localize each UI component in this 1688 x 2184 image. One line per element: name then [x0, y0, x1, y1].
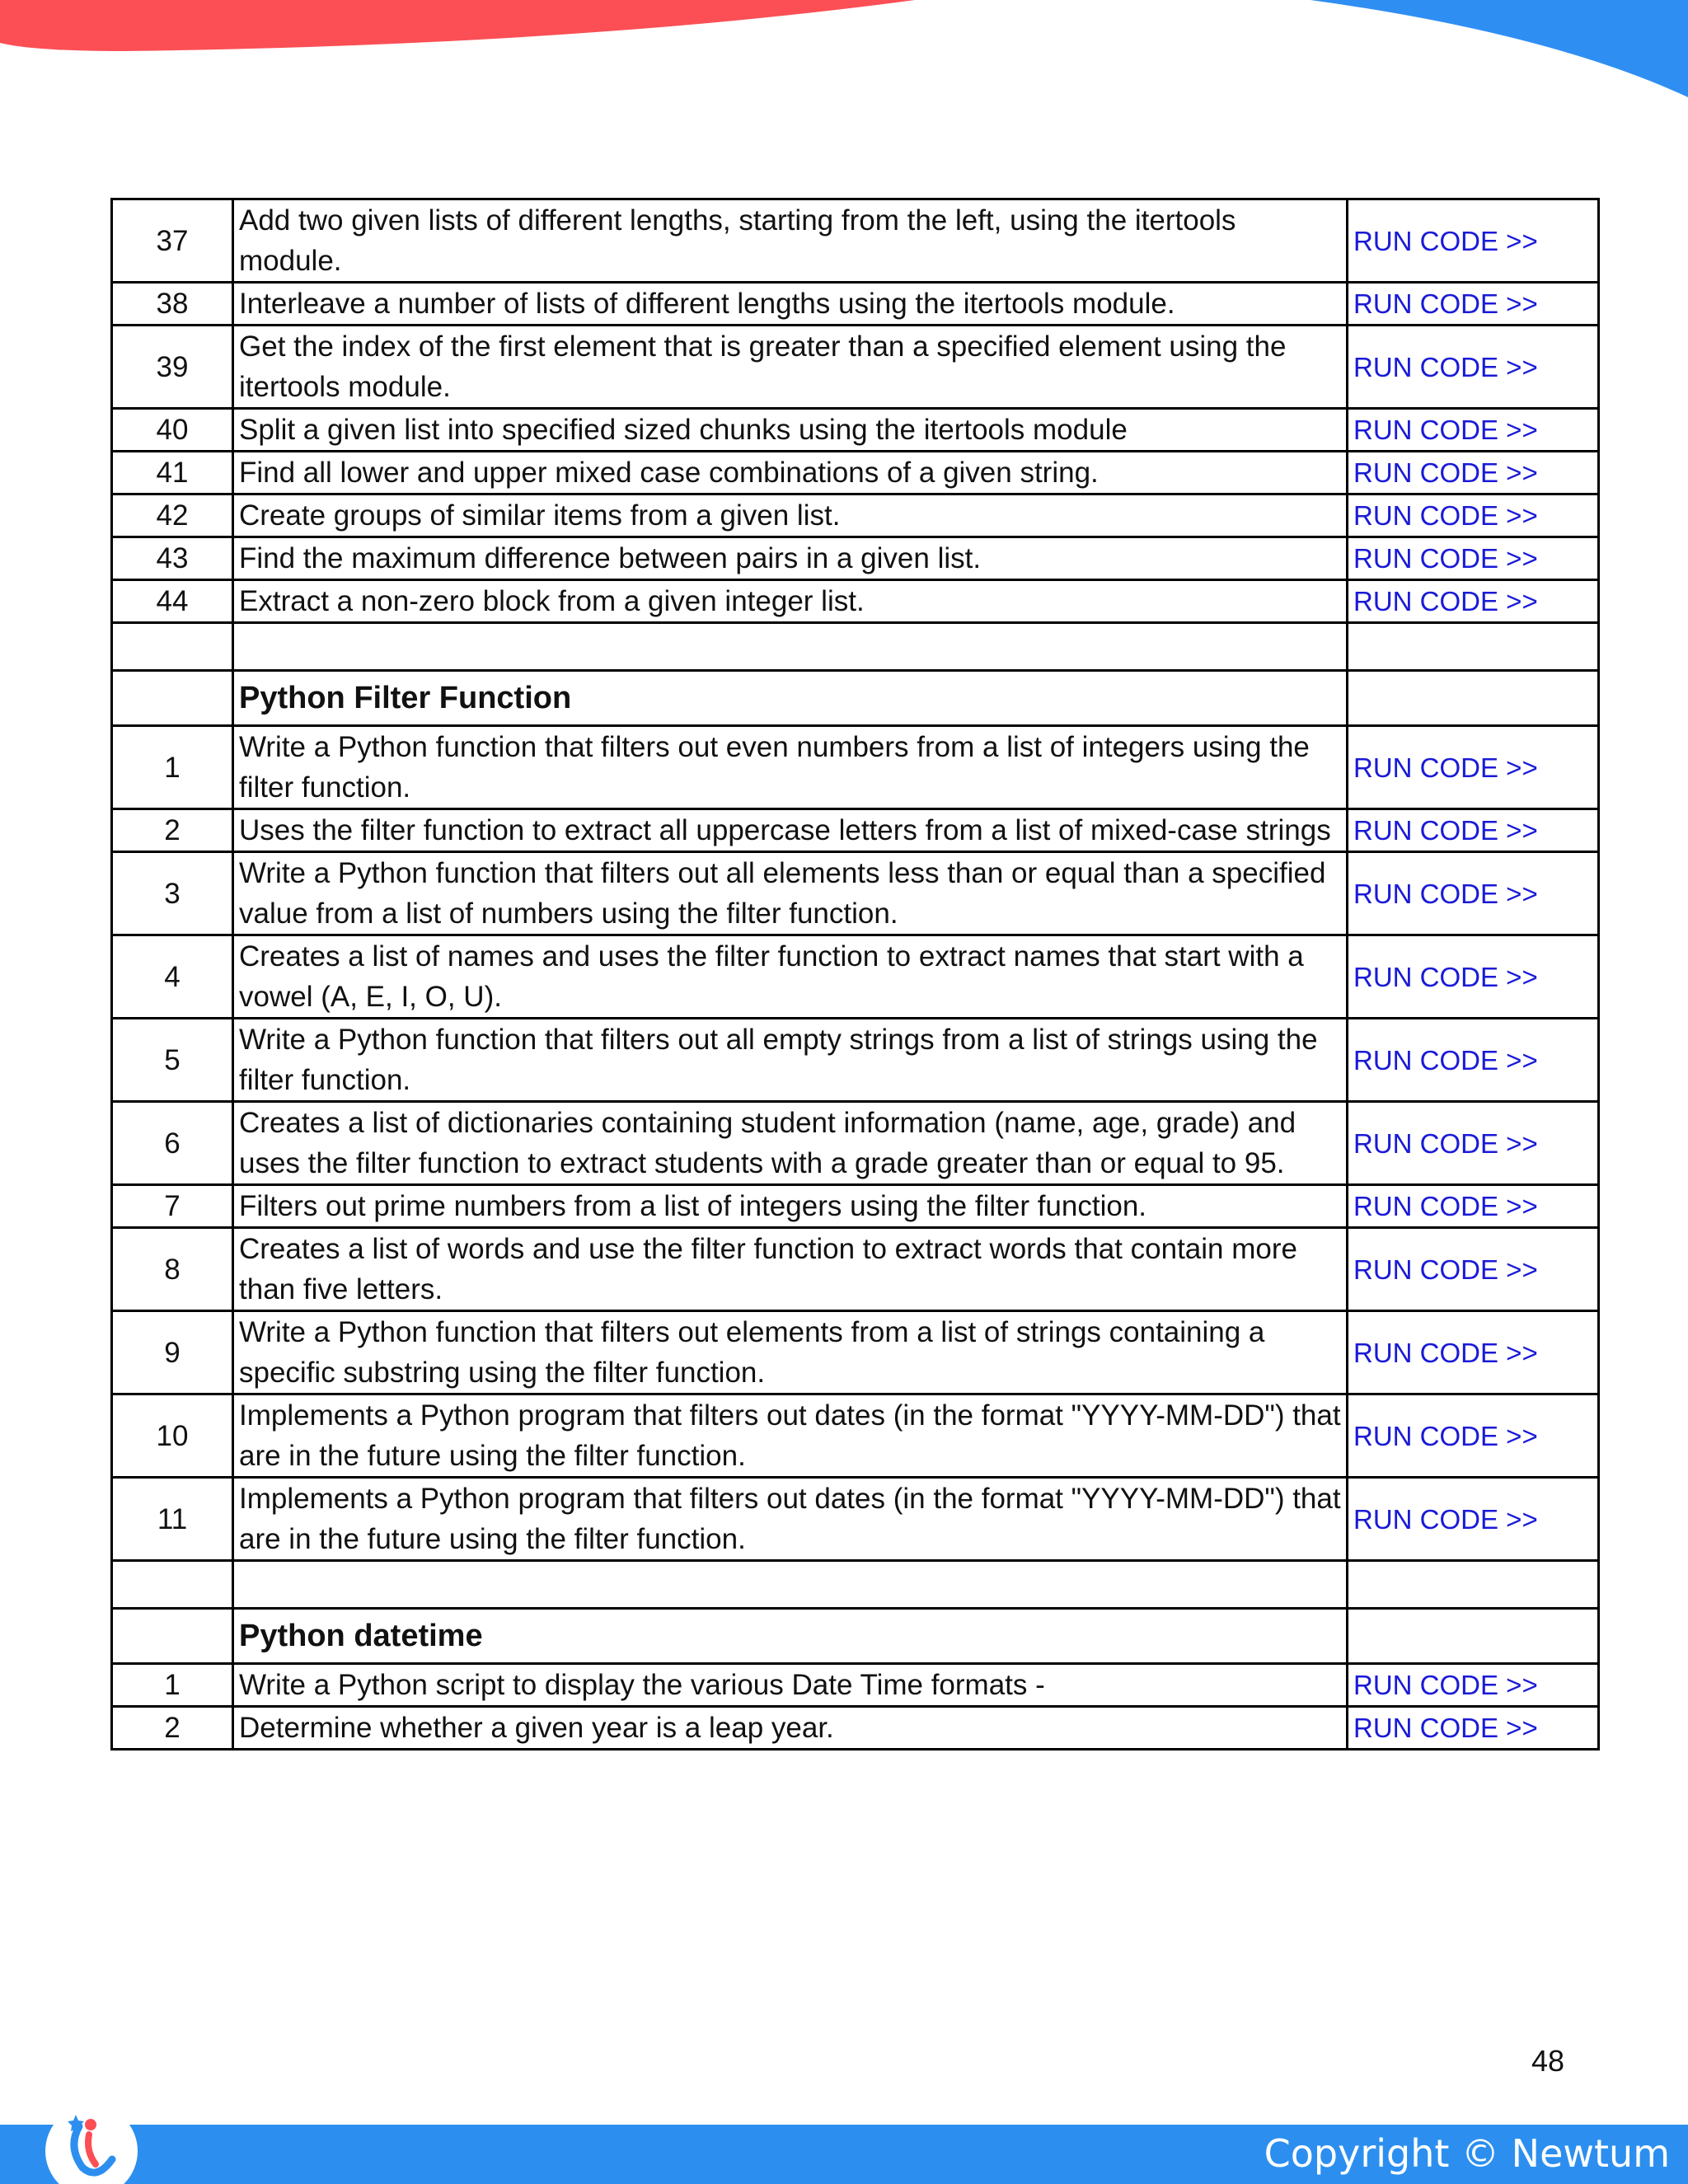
run-code-cell	[1348, 809, 1599, 852]
run-code-link[interactable]: RUN CODE >>	[1353, 351, 1538, 382]
exercise-table	[110, 198, 1600, 1750]
row-number: 37	[112, 199, 233, 283]
row-description: Creates a list of dictionaries containing student information (name, age, grade) and uses the filter function to extract students with a grade greater than or equal to 95.	[233, 1102, 1348, 1185]
row-description: Get the index of the first element that is greater than a specified element using the itertools module.	[233, 326, 1348, 409]
run-code-link[interactable]: RUN CODE >>	[1353, 961, 1538, 992]
row-description: Find all lower and upper mixed case combinations of a given string.	[233, 452, 1348, 494]
run-code-cell	[1348, 1228, 1599, 1311]
run-code-cell	[1348, 452, 1599, 494]
table-row	[112, 726, 1599, 809]
run-code-link[interactable]: RUN CODE >>	[1353, 586, 1538, 616]
row-description: Add two given lists of different lengths, starting from the left, using the itertools module.	[233, 199, 1348, 283]
row-number: 7	[112, 1185, 233, 1228]
row-description: Extract a non-zero block from a given integer list.	[233, 580, 1348, 623]
run-code-cell	[1348, 1707, 1599, 1750]
row-description: Write a Python script to display the various Date Time formats -	[233, 1664, 1348, 1707]
table-row	[112, 1019, 1599, 1102]
empty-cell	[1348, 1609, 1599, 1664]
run-code-link[interactable]: RUN CODE >>	[1353, 1191, 1538, 1221]
run-code-cell	[1348, 1019, 1599, 1102]
run-code-cell	[1348, 1185, 1599, 1228]
row-description: Write a Python function that filters out elements from a list of strings containing a specific substring using the filter function.	[233, 1311, 1348, 1394]
table-row	[112, 852, 1599, 935]
run-code-cell	[1348, 580, 1599, 623]
run-code-link[interactable]: RUN CODE >>	[1353, 752, 1538, 783]
run-code-link[interactable]: RUN CODE >>	[1353, 1127, 1538, 1159]
empty-cell	[112, 1561, 233, 1609]
section-row	[112, 671, 1599, 726]
empty-cell	[112, 623, 233, 671]
row-number: 41	[112, 452, 233, 494]
run-code-cell	[1348, 326, 1599, 409]
run-code-cell	[1348, 1394, 1599, 1478]
row-number: 39	[112, 326, 233, 409]
row-description: Creates a list of words and use the filter function to extract words that contain more than five letters.	[233, 1228, 1348, 1311]
run-code-link[interactable]: RUN CODE >>	[1353, 878, 1538, 909]
empty-cell	[1348, 671, 1599, 726]
row-description: Write a Python function that filters out all elements less than or equal than a specified value from a list of numbers using the filter function.	[233, 852, 1348, 935]
table-row	[112, 1102, 1599, 1185]
page-number: 48	[1531, 2044, 1564, 2078]
run-code-cell	[1348, 537, 1599, 580]
row-description: Creates a list of names and uses the filter function to extract names that start with a vowel (A, E, I, O, U).	[233, 935, 1348, 1019]
row-number: 1	[112, 1664, 233, 1707]
row-number: 38	[112, 283, 233, 326]
row-description: Uses the filter function to extract all uppercase letters from a list of mixed-case strings	[233, 809, 1348, 852]
newtum-logo-icon	[43, 2102, 140, 2184]
run-code-cell	[1348, 494, 1599, 537]
row-description: Interleave a number of lists of different lengths using the itertools module.	[233, 283, 1348, 326]
run-code-link[interactable]: RUN CODE >>	[1353, 1254, 1538, 1285]
row-description: Split a given list into specified sized chunks using the itertools module	[233, 409, 1348, 452]
run-code-cell	[1348, 1102, 1599, 1185]
row-number: 2	[112, 809, 233, 852]
row-number: 3	[112, 852, 233, 935]
run-code-link[interactable]: RUN CODE >>	[1353, 415, 1538, 445]
header-decoration	[0, 0, 1688, 107]
table-row	[112, 452, 1599, 494]
table-row	[112, 1228, 1599, 1311]
footer-copyright: Copyright © Newtum	[1264, 2131, 1670, 2176]
row-number: 4	[112, 935, 233, 1019]
row-description: Create groups of similar items from a given list.	[233, 494, 1348, 537]
run-code-cell	[1348, 409, 1599, 452]
row-description: Implements a Python program that filters out dates (in the format "YYYY-MM-DD") that are in the future using the filter function.	[233, 1478, 1348, 1561]
row-number: 44	[112, 580, 233, 623]
run-code-link[interactable]: RUN CODE >>	[1353, 1044, 1538, 1076]
table-row	[112, 537, 1599, 580]
table-row	[112, 1185, 1599, 1228]
run-code-cell	[1348, 1478, 1599, 1561]
row-number: 2	[112, 1707, 233, 1750]
run-code-link[interactable]: RUN CODE >>	[1353, 1337, 1538, 1368]
run-code-cell	[1348, 852, 1599, 935]
empty-cell	[233, 623, 1348, 671]
row-number: 1	[112, 726, 233, 809]
row-number: 8	[112, 1228, 233, 1311]
empty-cell	[112, 671, 233, 726]
table-row	[112, 283, 1599, 326]
run-code-link[interactable]: RUN CODE >>	[1353, 457, 1538, 488]
row-number: 11	[112, 1478, 233, 1561]
run-code-link[interactable]: RUN CODE >>	[1353, 500, 1538, 531]
table-row	[112, 1707, 1599, 1750]
run-code-link[interactable]: RUN CODE >>	[1353, 1503, 1538, 1535]
section-title: Python Filter Function	[233, 671, 1348, 726]
table-row	[112, 1478, 1599, 1561]
run-code-cell	[1348, 935, 1599, 1019]
table-row	[112, 1394, 1599, 1478]
run-code-cell	[1348, 283, 1599, 326]
row-description: Find the maximum difference between pairs in a given list.	[233, 537, 1348, 580]
row-number: 6	[112, 1102, 233, 1185]
row-number: 40	[112, 409, 233, 452]
table-row	[112, 935, 1599, 1019]
run-code-cell	[1348, 1664, 1599, 1707]
row-number: 9	[112, 1311, 233, 1394]
run-code-link[interactable]: RUN CODE >>	[1353, 815, 1538, 846]
row-description: Write a Python function that filters out all empty strings from a list of strings using the filter function.	[233, 1019, 1348, 1102]
run-code-link[interactable]: RUN CODE >>	[1353, 225, 1538, 256]
table-row	[112, 199, 1599, 283]
run-code-link[interactable]: RUN CODE >>	[1353, 288, 1538, 319]
empty-cell	[1348, 623, 1599, 671]
row-number: 43	[112, 537, 233, 580]
row-description: Write a Python function that filters out even numbers from a list of integers using the filter function.	[233, 726, 1348, 809]
table-row	[112, 1311, 1599, 1394]
run-code-link[interactable]: RUN CODE >>	[1353, 1713, 1538, 1743]
run-code-cell	[1348, 1311, 1599, 1394]
section-row	[112, 1609, 1599, 1664]
empty-cell	[1348, 1561, 1599, 1609]
empty-cell	[112, 1609, 233, 1664]
row-description: Implements a Python program that filters out dates (in the format "YYYY-MM-DD") that are in the future using the filter function.	[233, 1394, 1348, 1478]
row-description: Determine whether a given year is a leap year.	[233, 1707, 1348, 1750]
table-row	[112, 409, 1599, 452]
run-code-link[interactable]: RUN CODE >>	[1353, 1420, 1538, 1451]
table-row	[112, 580, 1599, 623]
run-code-cell	[1348, 199, 1599, 283]
run-code-link[interactable]: RUN CODE >>	[1353, 543, 1538, 574]
section-title: Python datetime	[233, 1609, 1348, 1664]
table-row	[112, 1664, 1599, 1707]
table-row	[112, 494, 1599, 537]
empty-cell	[233, 1561, 1348, 1609]
blank-row	[112, 623, 1599, 671]
row-description: Filters out prime numbers from a list of integers using the filter function.	[233, 1185, 1348, 1228]
table-row	[112, 809, 1599, 852]
run-code-link[interactable]: RUN CODE >>	[1353, 1670, 1538, 1700]
run-code-cell	[1348, 726, 1599, 809]
row-number: 10	[112, 1394, 233, 1478]
table-row	[112, 326, 1599, 409]
row-number: 5	[112, 1019, 233, 1102]
blank-row	[112, 1561, 1599, 1609]
row-number: 42	[112, 494, 233, 537]
